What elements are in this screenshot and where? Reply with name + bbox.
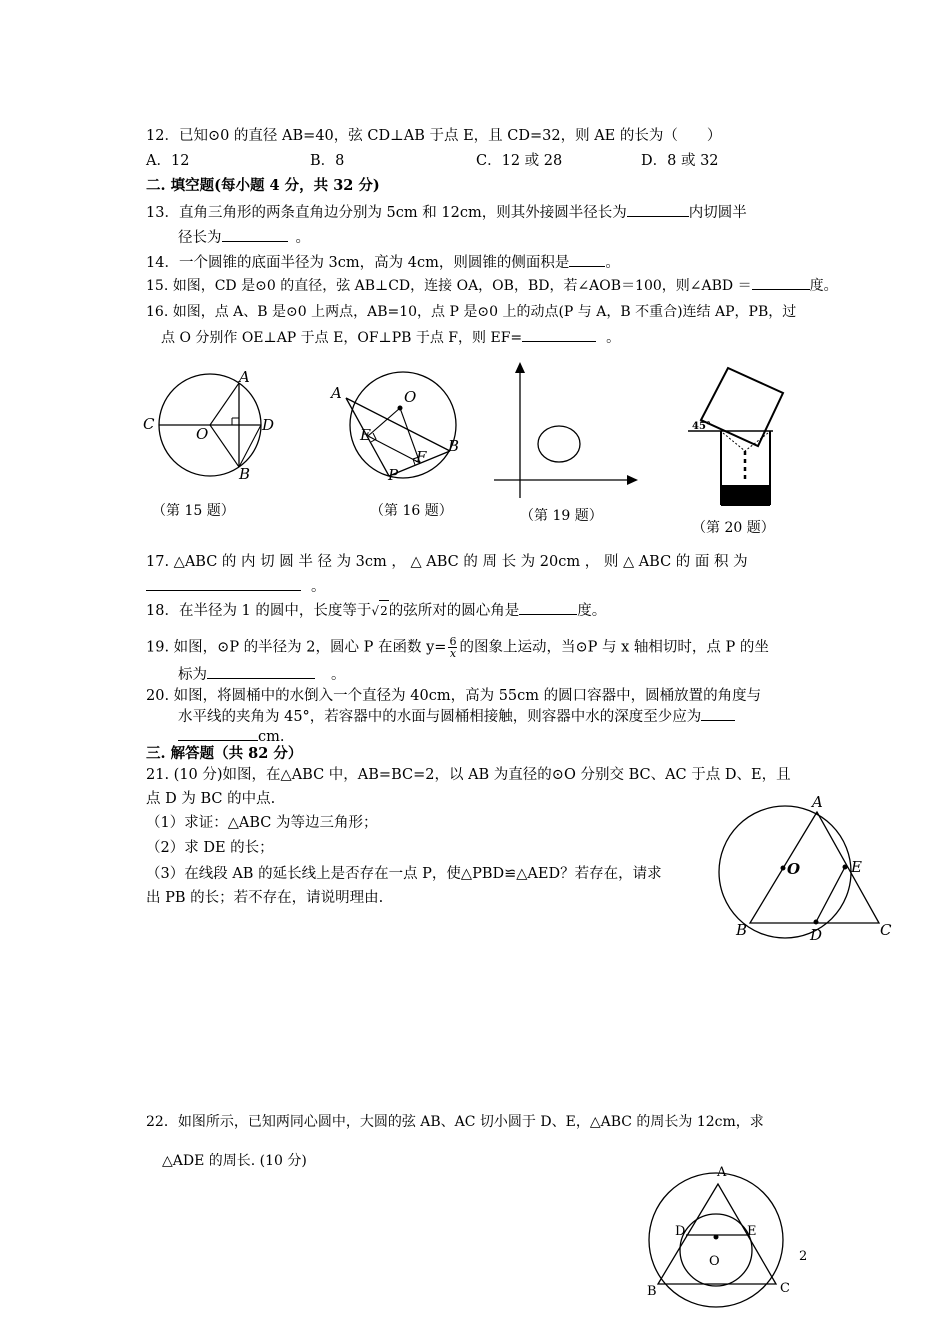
fig19-caption: （第 19 题） — [520, 508, 603, 524]
q21-part3: （3）在线段 AB 的延长线上是否存在一点 P，使△PBD≌△AED？若存在，请求 — [146, 866, 662, 882]
q19-text-a: 19. 如图，⊙P 的半径为 2，圆心 P 在函数 y= — [146, 639, 447, 656]
figure-20 — [688, 368, 798, 513]
q16-end: 。 — [606, 330, 621, 346]
q17-line2 — [146, 576, 326, 597]
q21-line1: 21. (10 分)如图，在△ABC 中，AB=BC=2，以 AB 为直径的⊙O 分别交 BC、AC 于点 D、E，且 — [146, 767, 791, 783]
q16-text: 点 O 分别作 OE⊥AP 于点 E，OF⊥PB 于点 F，则 EF= — [161, 330, 523, 346]
q12-option-a: A．12 — [146, 153, 190, 169]
q18-end: 度。 — [577, 603, 607, 619]
figure-21 — [712, 792, 902, 944]
fig21-label-b: B — [736, 921, 748, 939]
fig15-label-a: A — [239, 368, 250, 386]
fig20-caption: （第 20 题） — [692, 520, 775, 536]
q13-text-d: 。 — [295, 230, 310, 246]
q21-part2: （2）求 DE 的长； — [146, 840, 274, 856]
q16-line1: 16. 如图，点 A、B 是⊙0 上两点，AB=10，点 P 是⊙0 上的动点(P 与 A，B 不重合)连结 AP，PB，过 — [146, 304, 797, 320]
fig16-label-e: E — [360, 426, 371, 444]
q18-sqrt: √2 — [371, 604, 388, 618]
fig21-label-c: C — [880, 921, 892, 939]
fig16-caption: （第 16 题） — [370, 503, 453, 519]
q21-line2: 点 D 为 BC 的中点. — [146, 791, 276, 807]
q20-end: cm. — [258, 729, 285, 745]
fig21-label-d: D — [810, 926, 823, 944]
q16-blank — [522, 327, 596, 342]
fig22-label-c: C — [780, 1281, 790, 1296]
q17-line1: 17. △ABC 的 内 切 圆 半 径 为 3cm ， △ ABC 的 周 长 为 20cm ， 则 △ ABC 的 面 积 为 — [146, 554, 748, 570]
q22-line1: 22．如图所示，已知两同心圆中，大圆的弦 AB、AC 切小圆于 D、E，△ABC 的周长为 12cm，求 — [146, 1114, 764, 1130]
q13-text-c: 径长为 — [178, 230, 222, 246]
section3-heading: 三. 解答题（共 82 分） — [146, 745, 303, 762]
fig15-label-o: O — [196, 425, 209, 443]
q19-line2 — [178, 664, 346, 685]
q15-end: 度。 — [809, 278, 838, 294]
q22-line2: △ADE 的周长. (10 分) — [162, 1153, 307, 1169]
fig16-label-b: B — [448, 437, 460, 455]
q20-text: 水平线的夹角为 45°，若容器中的水面与圆桶相接触，则容器中水的深度至少应为 — [178, 709, 702, 725]
q14 — [146, 252, 620, 273]
fig16-label-o: O — [404, 388, 417, 406]
q20-line1: 20. 如图，将圆桶中的水倒入一个直径为 40cm，高为 55cm 的圆口容器中，圆桶放置的角度与 — [146, 688, 762, 704]
fig22-label-b: B — [647, 1284, 657, 1299]
q13-blank-2 — [222, 227, 288, 242]
q15-text: 15. 如图，CD 是⊙0 的直径，弦 AB⊥CD，连接 OA，OB，BD，若∠AOB＝100，则∠ABD ＝ — [146, 278, 752, 294]
q19-text-c: 标为 — [178, 667, 207, 683]
q17-end: 。 — [311, 579, 326, 595]
q18-sqrt-value: 2 — [379, 600, 389, 621]
q18 — [146, 600, 606, 621]
q15-blank — [752, 275, 810, 290]
fig16-label-a: A — [331, 384, 342, 402]
q18-text-a: 18．在半径为 1 的圆中，长度等于 — [146, 603, 372, 619]
q19-fraction — [448, 636, 457, 659]
q19-line1 — [146, 636, 769, 659]
q14-blank — [569, 252, 605, 267]
fig21-label-o: O — [787, 860, 801, 878]
q20-blank-1 — [701, 706, 735, 721]
fig21-label-a: A — [812, 793, 823, 811]
q13-blank-1 — [627, 202, 689, 217]
q13-text-b: 内切圆半 — [688, 205, 747, 221]
fig15-label-d: D — [262, 416, 275, 434]
q13-line1 — [146, 202, 747, 223]
fig20-angle-label: 45° — [692, 421, 711, 432]
q12-option-b: B．8 — [310, 153, 345, 169]
q15 — [146, 275, 838, 296]
q19-denominator: x — [449, 647, 457, 660]
q12-option-c: C．12 或 28 — [476, 153, 563, 169]
figure-15 — [140, 365, 280, 485]
q18-blank — [519, 600, 577, 615]
q13-text-a: 13．直角三角形的两条直角边分别为 5cm 和 12cm，则其外接圆半径长为 — [146, 205, 627, 221]
q12-option-d: D．8 或 32 — [641, 153, 719, 169]
q16-line2 — [161, 327, 620, 348]
q17-blank — [146, 576, 301, 591]
q19-blank — [207, 664, 315, 679]
fig15-caption: （第 15 题） — [152, 503, 235, 519]
section2-heading: 二. 填空题(每小题 4 分，共 32 分) — [146, 177, 380, 194]
fig16-label-p: P — [388, 466, 399, 484]
fig22-label-d: D — [675, 1224, 686, 1239]
fig21-label-e: E — [851, 858, 862, 876]
q13-line2 — [178, 227, 310, 248]
q20-line2 — [178, 706, 735, 727]
q12-stem: 12．已知⊙0 的直径 AB=40，弦 CD⊥AB 于点 E，且 CD=32，则 AE 的长为（ ） — [146, 128, 722, 144]
fig15-label-b: B — [239, 465, 251, 483]
q20-blank-2 — [178, 726, 258, 741]
page-number: 2 — [799, 1249, 808, 1264]
figure-19 — [492, 360, 642, 505]
q18-text-b: 的弦所对的圆心角是 — [388, 603, 520, 619]
q19-end: 。 — [331, 667, 346, 683]
q21-part3-cont: 出 PB 的长；若不存在，请说明理由. — [146, 890, 384, 906]
fig15-label-c: C — [143, 415, 155, 433]
fig22-label-a: A — [717, 1165, 727, 1180]
q21-part1: （1）求证：△ABC 为等边三角形； — [146, 815, 378, 831]
q19-text-b: 的图象上运动，当⊙P 与 x 轴相切时，点 P 的坐 — [459, 639, 769, 656]
fig16-label-f: F — [416, 448, 427, 466]
fig22-label-e: E — [747, 1224, 757, 1239]
figure-16 — [326, 368, 466, 488]
q19-numerator: 6 — [449, 635, 457, 648]
fig22-label-o: O — [709, 1254, 720, 1269]
figure-22 — [640, 1160, 810, 1300]
q14-text: 14．一个圆锥的底面半径为 3cm，高为 4cm，则圆锥的侧面积是 — [146, 255, 570, 271]
q14-end: 。 — [605, 255, 620, 271]
